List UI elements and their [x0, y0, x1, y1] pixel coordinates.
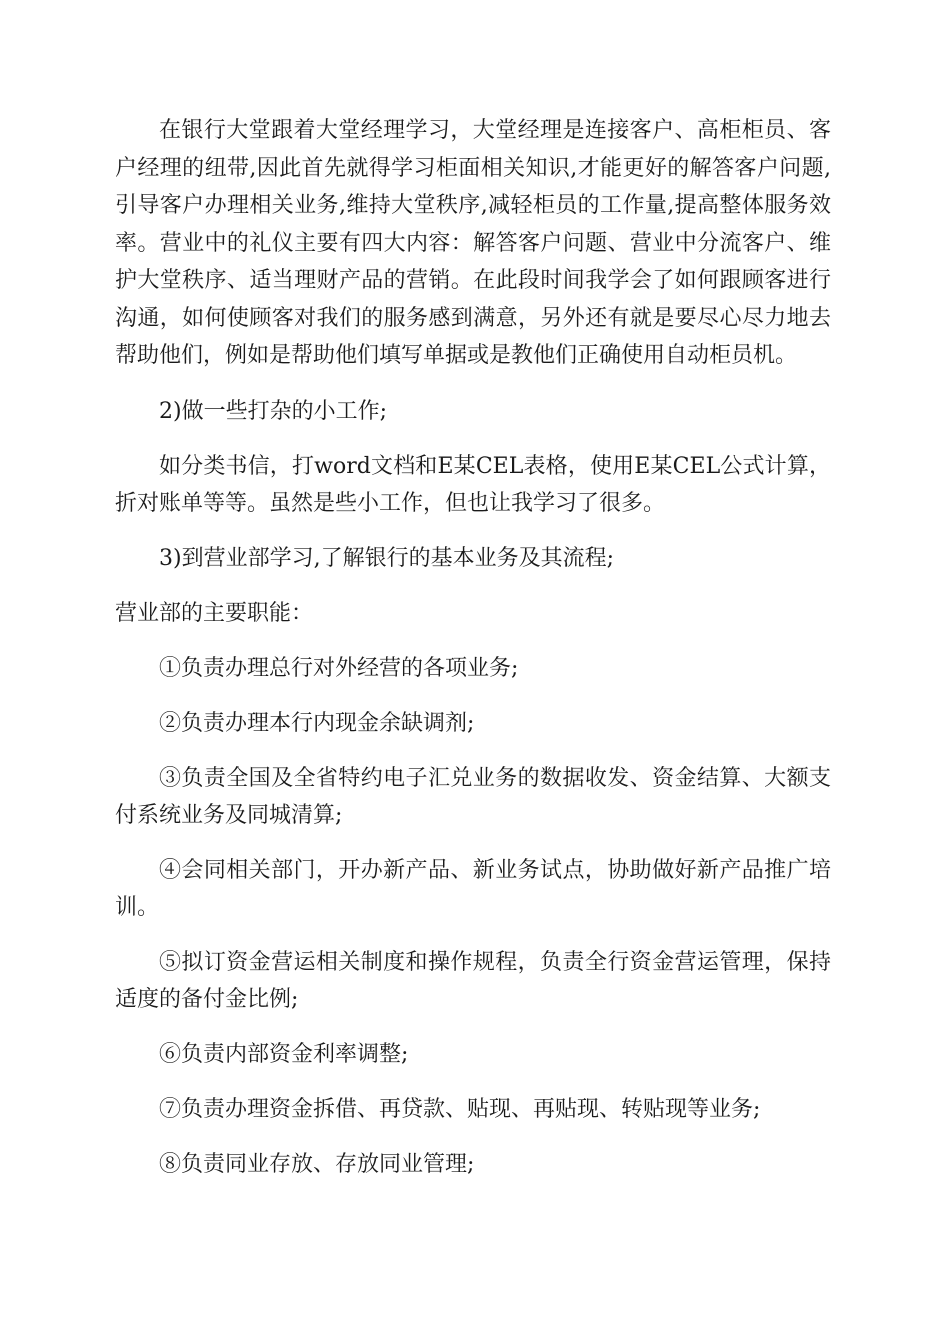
list-item-function-5: ⑤拟订资金营运相关制度和操作规程，负责全行资金营运管理，保持适度的备付金比例; — [115, 949, 831, 1012]
list-item-function-2: ②负责办理本行内现金余缺调剂; — [159, 710, 475, 736]
paragraph-item-2-body: 如分类书信，打word文档和E某CEL表格，使用E某CEL公式计算，折对账单等等。虽然是些小工作，但也让我学习了很多。 — [115, 453, 831, 516]
document-page — [115, 112, 831, 1201]
list-item-function-8: ⑧负责同业存放、存放同业管理; — [159, 1151, 475, 1177]
list-item-function-6: ⑥负责内部资金利率调整; — [159, 1041, 409, 1067]
paragraph-item-2-heading: 2)做一些打杂的小工作; — [159, 398, 387, 424]
list-item-function-3: ③负责全国及全省特约电子汇兑业务的数据收发、资金结算、大额支付系统业务及同城清算; — [115, 765, 831, 828]
list-item-function-4: ④会同相关部门，开办新产品、新业务试点，协助做好新产品推广培训。 — [115, 857, 831, 920]
list-item-function-7: ⑦负责办理资金拆借、再贷款、贴现、再贴现、转贴现等业务; — [159, 1096, 761, 1122]
list-item-function-1: ①负责办理总行对外经营的各项业务; — [159, 655, 519, 681]
paragraph-item-3-heading: 3)到营业部学习,了解银行的基本业务及其流程; — [159, 545, 614, 571]
paragraph-functions-heading: 营业部的主要职能： — [115, 600, 314, 626]
paragraph-lobby-manager: 在银行大堂跟着大堂经理学习，大堂经理是连接客户、高柜柜员、客户经理的纽带,因此首先就得学习柜面相关知识,才能更好的解答客户问题,引导客户办理相关业务,维持大堂秩序,减轻柜员的工作量,提高整体服务效率。营业中的礼仪主要有四大内容：解答客户问题、营业中分流客户、维护大堂秩序、适当理财产品的营销。在此段时间我学会了如何跟顾客进行沟通，如何使顾客对我们的服务感到满意，另外还有就是要尽心尽力地去帮助他们，例如是帮助他们填写单据或是教他们正确使用自动柜员机。 — [115, 118, 831, 368]
